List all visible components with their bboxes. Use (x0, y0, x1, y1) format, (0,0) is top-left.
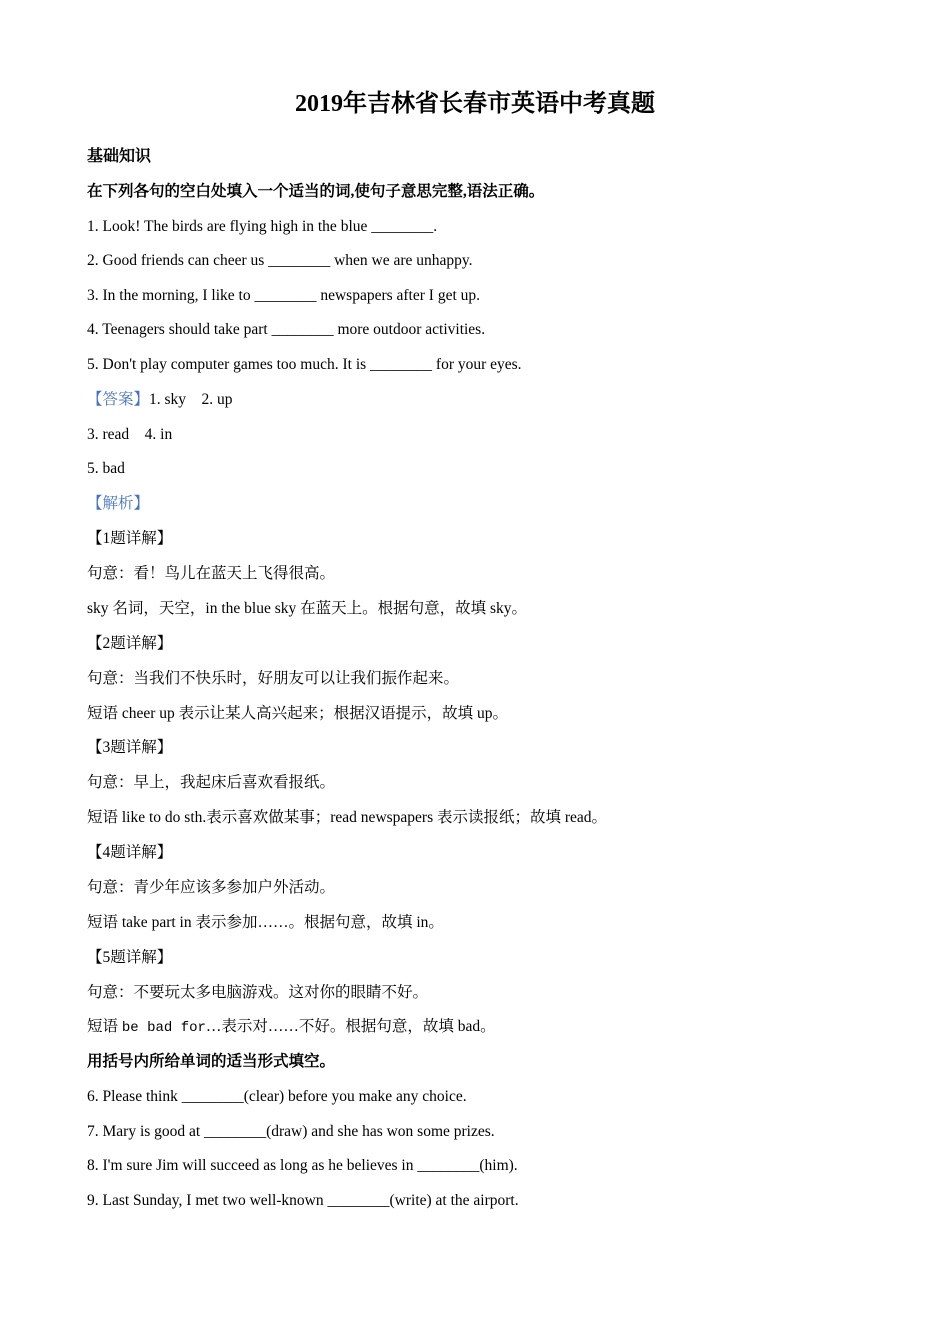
question-6: 6. Please think ________(clear) before you make any choice. (87, 1088, 467, 1105)
detail-heading-4: 【4题详解】 (87, 844, 173, 861)
instruction-2: 用括号内所给单词的适当形式填空。 (87, 1053, 336, 1070)
question-5: 5. Don't play computer games too much. It is ________ for your eyes. (87, 356, 522, 373)
detail-explain-1: sky 名词，天空，in the blue sky 在蓝天上。根据句意，故填 sky。 (87, 600, 528, 617)
detail-meaning-2: 句意：当我们不快乐时，好朋友可以让我们振作起来。 (87, 670, 460, 687)
detail-meaning-1: 句意：看！鸟儿在蓝天上飞得很高。 (87, 565, 336, 582)
question-8: 8. I'm sure Jim will succeed as long as he believes in ________(him). (87, 1157, 518, 1174)
detail-explain-5 (87, 1016, 496, 1039)
page-title: 2019年吉林省长春市英语中考真题 (295, 91, 655, 117)
analysis-tag: 【解析】 (87, 495, 150, 512)
answer-line-3: 5. bad (87, 460, 125, 477)
explain-phrase: be bad for (121, 1020, 206, 1036)
question-2: 2. Good friends can cheer us ________ when we are unhappy. (87, 252, 473, 269)
detail-meaning-3: 句意：早上，我起床后喜欢看报纸。 (87, 774, 336, 791)
instruction: 在下列各句的空白处填入一个适当的词,使句子意思完整,语法正确。 (87, 183, 545, 200)
answer-line-2: 3. read 4. in (87, 426, 173, 443)
detail-heading-2: 【2题详解】 (87, 635, 173, 652)
detail-meaning-5: 句意：不要玩太多电脑游戏。这对你的眼睛不好。 (87, 984, 429, 1001)
detail-heading-5: 【5题详解】 (87, 949, 173, 966)
detail-heading-1: 【1题详解】 (87, 530, 173, 547)
question-3: 3. In the morning, I like to ________ newspapers after I get up. (87, 287, 481, 304)
detail-explain-3: 短语 like to do sth.表示喜欢做某事；read newspapers 表示读报纸；故填 read。 (87, 809, 608, 826)
explain-suffix: …表示对……不好。根据句意，故填 bad。 (205, 1018, 496, 1035)
detail-explain-2: 短语 cheer up 表示让某人高兴起来；根据汉语提示，故填 up。 (87, 705, 509, 722)
detail-heading-3: 【3题详解】 (87, 739, 173, 756)
question-9: 9. Last Sunday, I met two well-known ________(write) at the airport. (87, 1192, 519, 1209)
question-4: 4. Teenagers should take part ________ more outdoor activities. (87, 321, 486, 338)
answer-line-1 (87, 389, 233, 411)
question-1: 1. Look! The birds are flying high in the blue ________. (87, 218, 438, 235)
answer-text: 1. sky 2. up (149, 391, 233, 408)
answer-tag: 【答案】 (87, 391, 150, 408)
detail-explain-4: 短语 take part in 表示参加……。根据句意，故填 in。 (87, 914, 444, 931)
detail-meaning-4: 句意：青少年应该多参加户外活动。 (87, 879, 336, 896)
explain-prefix: 短语 (87, 1018, 122, 1035)
section-heading: 基础知识 (87, 148, 152, 165)
question-7: 7. Mary is good at ________(draw) and she has won some prizes. (87, 1123, 495, 1140)
